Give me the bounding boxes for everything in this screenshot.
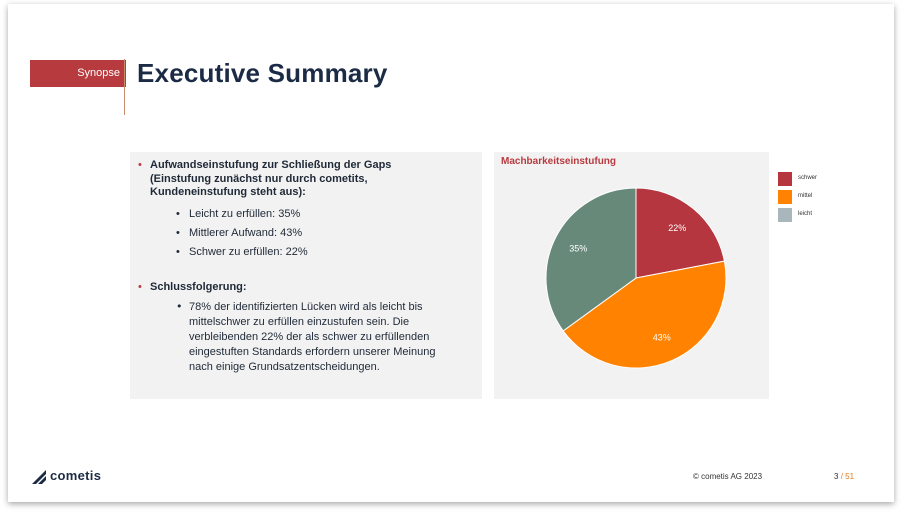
pie-chart	[536, 178, 736, 378]
bullet-conclusion-text: Schlussfolgerung:	[150, 281, 247, 293]
cometis-logo-icon	[32, 470, 46, 484]
subitem-leicht: Leicht zu erfüllen: 35%	[189, 208, 301, 220]
legend-swatch-mittel	[778, 190, 792, 204]
footer-brand: cometis	[50, 468, 102, 483]
pie-label-leicht: 35%	[569, 243, 588, 254]
legend-label-leicht: leicht	[798, 211, 813, 217]
section-tag: Synopse	[30, 60, 126, 87]
slide: Synopse Executive Summary • Aufwandseinstufung zur Schließung der Gaps (Einstufung zunächst nur durch cometits, Kundeneinstufung steht aus): • Leicht zu erfüllen: 35% • Mittlerer Aufwand: 43% • Schwer zu erfüllen: 22% • Schlussfolgerung: • 78% der identifizierten Lücken wird als leicht bis mittelschwer zu erfüllen einzustufen sein. Die verbleibenden 22% der als schwer zu erfüllenden eingestuften Standards erfordern unserer Meinung nach einige Grundsatzentscheidungen. Machbarkeitseinstufung 22% 43% 35% schwer mittel leicht cometis © cometis AG 2023 3 / 51	[8, 4, 894, 502]
subitem-mittel: Mittlerer Aufwand: 43%	[189, 227, 303, 239]
pie-label-schwer: 22%	[668, 223, 687, 234]
bullet-dot: •	[176, 300, 183, 313]
subitem-schwer: Schwer zu erfüllen: 22%	[189, 246, 308, 258]
page-total: 51	[845, 472, 855, 481]
bullet-dot: •	[138, 281, 142, 293]
page-separator: /	[840, 472, 843, 481]
legend-swatch-schwer	[778, 172, 792, 186]
pie-label-mittel: 43%	[652, 332, 671, 343]
page-current: 3	[834, 472, 839, 481]
copyright-text: © cometis AG 2023	[693, 472, 763, 481]
page-title: Executive Summary	[137, 58, 388, 88]
page-number	[834, 472, 854, 481]
legend-label-schwer: schwer	[798, 175, 818, 181]
conclusion-text: 78% der identifizierten Lücken wird als leicht bis mittelschwer zu erfüllen einzustufen sein. Die verbleibenden 22% der als schwer zu erfüllenden eingestuften Standards erfordern unserer Meinung nach einige Grundsatzentscheidungen.	[189, 301, 436, 373]
legend-label-mittel: mittel	[798, 193, 813, 199]
bullet-dot: •	[138, 159, 142, 171]
bullet-effort-text: Aufwandseinstufung zur Schließung der Gaps (Einstufung zunächst nur durch cometits, Kundeneinstufung steht aus):	[150, 159, 392, 198]
chart-title: Machbarkeitseinstufung	[501, 156, 617, 167]
legend-swatch-leicht	[778, 208, 792, 222]
divider	[124, 59, 125, 115]
